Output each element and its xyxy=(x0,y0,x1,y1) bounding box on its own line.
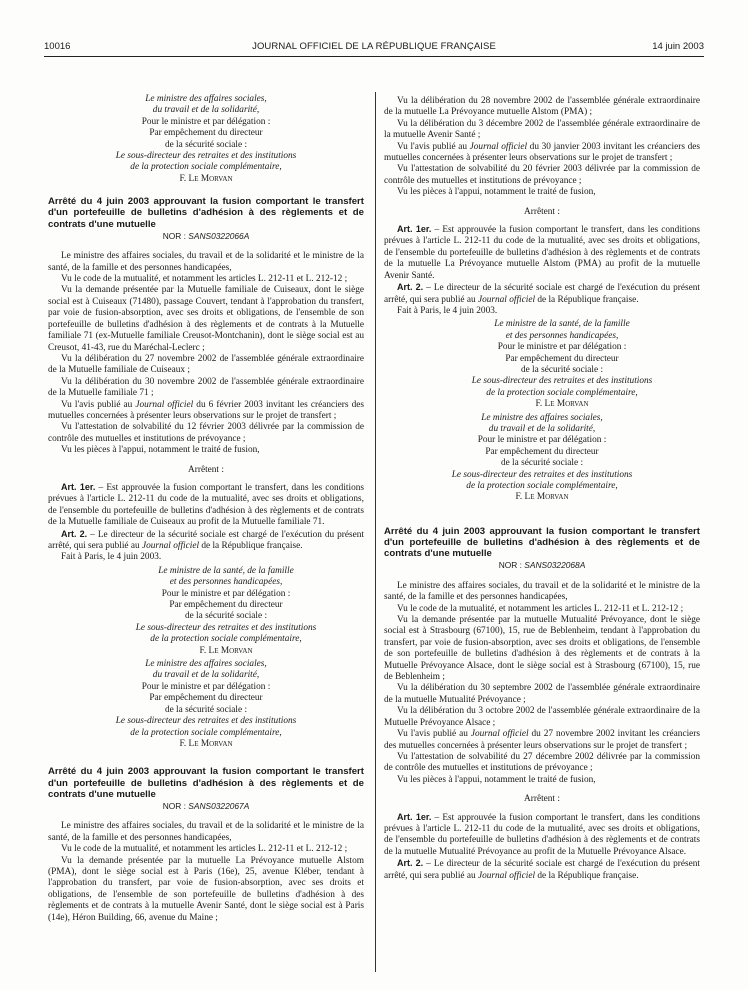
signature-line: Le ministre de la santé, de la famille xyxy=(494,319,630,330)
article-label: Art. 1er. xyxy=(397,224,432,235)
signature-line: Le sous-directeur des retraites et des institutions xyxy=(115,716,297,727)
article-label: Art. 2. xyxy=(397,282,424,293)
signature-line: Le ministre des affaires sociales, xyxy=(145,94,267,104)
signature-line: de la protection sociale complémentaire, xyxy=(130,162,282,173)
signature-line: Le ministre de la santé, de la famille xyxy=(158,565,294,576)
paragraph: Vu la délibération du 3 décembre 2002 de l'assemblée générale extraordinaire de la mutuelle Avenir Santé ; xyxy=(384,118,700,141)
signature-block xyxy=(424,319,700,410)
decree-title: Arrêté du 4 juin 2003 approuvant la fusion comportant le transfert d'un portefeuille de bulletins d'adhésion à des règlements et de contrats d'une mutuelle xyxy=(48,766,364,800)
text-run: Journal officiel xyxy=(469,141,528,152)
page-header xyxy=(44,41,704,55)
signatory-name: F. Le Morvan xyxy=(179,173,233,184)
paragraph: Le ministre des affaires sociales, du travail et de la solidarité et le ministre de la santé, de la famille et des personnes handicapées, xyxy=(48,821,364,843)
header-rule xyxy=(44,56,704,57)
paragraph: Vu la délibération du 27 novembre 2002 de l'assemblée générale extraordinaire de la Mutuelle familiale de Cuiseaux ; xyxy=(48,353,364,376)
article-label: Art. 1er. xyxy=(397,811,432,822)
text-run: Vu l'avis publié au xyxy=(397,141,470,152)
article xyxy=(384,812,700,859)
signature-line: Pour le ministre et par délégation : xyxy=(477,435,607,446)
article xyxy=(48,482,364,529)
paragraph xyxy=(48,400,364,423)
nor-code: SANS0322066A xyxy=(188,230,250,241)
nor-code: SANS0322068A xyxy=(524,560,586,571)
nor-reference xyxy=(48,801,364,812)
signatory-name: F. Le Morvan xyxy=(515,492,569,503)
signature-line: Pour le ministre et par délégation : xyxy=(161,588,291,599)
signature-block xyxy=(48,659,364,750)
article-text: Journal officiel xyxy=(477,870,536,881)
paragraph: Vu la délibération du 3 octobre 2002 de l'assemblée générale extraordinaire de la Mutuelle Prévoyance Alsace ; xyxy=(384,706,700,728)
text-run: Vu l'avis publié au xyxy=(61,399,136,410)
paragraph: Vu les pièces à l'appui, notamment le traité de fusion, xyxy=(397,187,596,198)
issue-date: 14 juin 2003 xyxy=(652,41,704,52)
paragraph: Vu la délibération du 28 novembre 2002 de l'assemblée générale extraordinaire de la mutuelle La Prévoyance mutuelle Alstom (PMA) ; xyxy=(384,96,700,118)
article-text: – Est approuvée la fusion comportant le transfert, dans les conditions prévues à l'article L. 212-11 du code de la mutualité, avec ses droits et obligations, de l'ensemble du portefeuille de bulletins d'adhésion à des règlements et de contrats de la mutuelle Mutualité Prévoyance au profit de la Mutuelle Prévoyance Alsace. xyxy=(384,812,700,857)
paragraph: Vu l'attestation de solvabilité du 12 février 2003 délivrée par la commission de contrôle des mutuelles et institutions de prévoyance ; xyxy=(48,422,364,444)
article-text: de la République française. xyxy=(535,870,639,881)
nor-label: NOR : xyxy=(162,230,189,241)
article-text: Journal officiel xyxy=(141,541,200,552)
article-text: de la République française. xyxy=(199,541,303,552)
signature-line: Par empêchement du directeur xyxy=(505,353,619,364)
paragraph: Le ministre des affaires sociales, du travail et de la solidarité et le ministre de la santé, de la famille et des personnes handicapées, xyxy=(384,580,700,603)
article xyxy=(384,282,700,306)
signatory-name: F. Le Morvan xyxy=(535,399,589,410)
paragraph: Vu l'attestation de solvabilité du 20 février 2003 délivrée par la commission de contrôle des mutuelles et institutions de prévoyance ; xyxy=(384,164,700,186)
decree-title: Arrêté du 4 juin 2003 approuvant la fusion comportant le transfert d'un portefeuille de bulletins d'adhésion à des règlements et de contrats d'une mutuelle xyxy=(384,525,700,560)
left-column xyxy=(48,92,364,924)
signature-line: de la sécurité sociale : xyxy=(164,704,248,715)
paragraph: Vu les pièces à l'appui, notamment le traité de fusion, xyxy=(61,445,260,456)
signature-block xyxy=(88,566,364,657)
signature-line: de la protection sociale complémentaire, xyxy=(150,634,302,645)
signature-line: de la protection sociale complémentaire, xyxy=(466,481,618,491)
signature-line: de la protection sociale complémentaire, xyxy=(486,387,638,398)
paragraph: Vu le code de la mutualité, et notamment les articles L. 212-11 et L. 212-12 ; xyxy=(61,274,348,285)
column-divider xyxy=(375,92,376,972)
nor-label: NOR : xyxy=(498,560,525,571)
article-text: – Le directeur de la sécurité sociale est chargé de l'exécution du présent arrêté, qui sera publié au xyxy=(384,859,701,881)
article-label: Art. 2. xyxy=(61,528,88,539)
article-text: – Le directeur de la sécurité sociale est chargé de l'exécution du présent arrêté, qui sera publié au xyxy=(48,529,365,552)
nor-code: SANS0322067A xyxy=(188,800,250,811)
text-run: Vu l'avis publié au xyxy=(397,729,471,740)
article-text: – Le directeur de la sécurité sociale est chargé de l'exécution du présent arrêté, qui sera publié au xyxy=(384,283,701,305)
text-run: du 30 janvier 2003 invitant les créanciers des mutuelles concernées à présenter leurs observations sur le projet de transfert ; xyxy=(384,141,700,164)
signatory-name: F. Le Morvan xyxy=(199,645,253,656)
page-number: 10016 xyxy=(44,41,71,52)
decree-title: Arrêté du 4 juin 2003 approuvant la fusion comportant le transfert d'un portefeuille de bulletins d'adhésion à des règlements et de contrats d'une mutuelle xyxy=(48,196,364,230)
signature-line: Par empêchement du directeur xyxy=(485,446,599,457)
article-text: – Est approuvée la fusion comportant le transfert, dans les conditions prévues à l'article L. 212-11 du code de la mutualité, avec ses droits et obligations, de l'ensemble du portefeuille de bulletins d'adhésion à des règlements et de contrats de la mutuelle La Prévoyance mutuelle Alstom (PMA) au profit de la mutuelle Avenir Santé. xyxy=(384,225,700,281)
signature-line: Le sous-directeur des retraites et des institutions xyxy=(471,376,653,387)
article-label: Art. 1er. xyxy=(61,481,96,492)
article xyxy=(384,858,700,882)
paragraph: Vu la délibération du 30 novembre 2002 de l'assemblée générale extraordinaire de la Mutuelle familiale 71 ; xyxy=(48,376,364,399)
signature-line: Le ministre des affaires sociales, xyxy=(481,412,603,423)
journal-title: JOURNAL OFFICIEL DE LA RÉPUBLIQUE FRANÇAISE xyxy=(252,41,496,52)
signature-block xyxy=(384,413,700,504)
paragraph: Vu la demande présentée par la mutuelle Mutualité Prévoyance, dont le siège social est à Strasbourg (67100), 15, rue de Beblenheim, tendant à l'approbation du transfert, par voie de fusion-absorption, avec ses droits et obligations, de l'ensemble de son portefeuille de bulletins d'adhésion à des règlements et de contrats à la Mutuelle Prévoyance Alsace, dont le siège social est à Strasbourg (67100), 15, rue de Beblenheim ; xyxy=(384,615,700,683)
signature-line: Par empêchement du directeur xyxy=(169,600,283,611)
signature-line: Pour le ministre et par délégation : xyxy=(497,342,627,353)
signature-line: de la sécurité sociale : xyxy=(164,139,248,150)
paragraph: Le ministre des affaires sociales, du travail et de la solidarité et le ministre de la santé, de la famille et des personnes handicapées, xyxy=(48,251,364,273)
article-text: – Est approuvée la fusion comportant le transfert, dans les conditions prévues à l'article L. 212-11 du code de la mutualité, avec ses droits et obligations, de l'ensemble du portefeuille de bulletins d'adhésion à des règlements et de contrats de la Mutuelle familiale de Cuiseaux au profit de la Mutuelle familiale 71. xyxy=(48,482,364,528)
signature-line: de la protection sociale complémentaire, xyxy=(130,727,282,738)
text-run: du 27 novembre 2002 invitant les créanciers des mutuelles concernées à présenter leurs observations sur le projet de transfert ; xyxy=(384,729,700,751)
arretent-heading: Arrêtent : xyxy=(524,794,560,805)
signature-line: Le sous-directeur des retraites et des institutions xyxy=(115,151,297,162)
signature-line: Par empêchement du directeur xyxy=(149,693,263,704)
signature-line: Le ministre des affaires sociales, xyxy=(145,659,267,670)
paragraph: Vu le code de la mutualité, et notamment les articles L. 212-11 et L. 212-12 ; xyxy=(397,603,684,614)
right-column xyxy=(384,96,700,882)
article xyxy=(384,224,700,282)
paragraph: Vu la demande présentée par la mutuelle La Prévoyance mutuelle Alstom (PMA), dont le siège social est à Paris (16e), 25, avenue Kléber, tendant à l'approbation du transfert, par voie de fusion-absorption, avec ses droits et obligations, de l'ensemble de son portefeuille de bulletins d'adhésion à des règlements et de contrats à la mutuelle Avenir Santé, dont le siège social est à Paris (14e), Héron Building, 66, avenue du Maine ; xyxy=(48,855,364,923)
signature-line: du travail et de la solidarité, xyxy=(488,423,596,434)
signature-line: Par empêchement du directeur xyxy=(149,128,263,139)
signatory-name: F. Le Morvan xyxy=(179,738,233,749)
signature-line: et des personnes handicapées, xyxy=(505,330,619,341)
article-label: Art. 2. xyxy=(397,858,424,869)
signature-line: et des personnes handicapées, xyxy=(169,577,283,588)
paragraph: Vu la délibération du 30 septembre 2002 de l'assemblée générale extraordinaire de la mutuelle Mutualité Prévoyance ; xyxy=(384,683,700,705)
arretent-heading: Arrêtent : xyxy=(188,464,224,475)
signature-line: de la sécurité sociale : xyxy=(500,458,584,469)
paragraph: Vu l'attestation de solvabilité du 27 décembre 2002 délivrée par la commission de contrôle des mutuelles et institutions de prévoyance ; xyxy=(384,751,700,774)
paragraph xyxy=(384,729,700,752)
signature-line: de la sécurité sociale : xyxy=(184,611,268,622)
nor-reference xyxy=(384,560,700,571)
signature-line: de la sécurité sociale : xyxy=(520,364,604,375)
signature-line: Le sous-directeur des retraites et des institutions xyxy=(451,469,633,480)
paragraph xyxy=(384,142,700,165)
signature-line: Le sous-directeur des retraites et des institutions xyxy=(135,622,317,633)
arretent-heading: Arrêtent : xyxy=(524,206,560,217)
paragraph: Vu les pièces à l'appui, notamment le traité de fusion, xyxy=(397,774,596,785)
signature-line: Pour le ministre et par délégation : xyxy=(141,681,271,692)
text-run: Journal officiel xyxy=(135,399,194,410)
signature-line: Pour le ministre et par délégation : xyxy=(141,116,271,127)
signature-block xyxy=(48,94,364,185)
signature-line: du travail et de la solidarité, xyxy=(152,670,260,681)
article-text: de la République française. xyxy=(535,294,639,305)
paragraph: Vu le code de la mutualité, et notamment les articles L. 212-11 et L. 212-12 ; xyxy=(61,844,348,855)
nor-label: NOR : xyxy=(162,800,189,811)
text-run: Journal officiel xyxy=(470,729,529,740)
article-text: Journal officiel xyxy=(477,294,536,305)
place-date: Fait à Paris, le 4 juin 2003. xyxy=(397,305,498,316)
nor-reference xyxy=(48,231,364,242)
paragraph: Vu la demande présentée par la Mutuelle familiale de Cuiseaux, dont le siège social est à Cuiseaux (71480), passage Couvert, tendant à l'approbation du transfert, par voie de fusion-absorption, avec ses droits et obligations, de l'ensemble de son portefeuille de bulletins d'adhésion à des règlements et de contrats à la Mutuelle familiale 71 (ex-Mutuelle familiale Creusot-Montchanin), dont le siège social est au Creusot, 41-43, rue du Maréchal-Leclerc ; xyxy=(48,285,364,353)
article xyxy=(48,529,364,553)
text-run: du 6 février 2003 invitant les créanciers des mutuelles concernées à présenter leurs observations sur le projet de transfert ; xyxy=(48,399,364,421)
signature-line: du travail et de la solidarité, xyxy=(152,105,260,116)
place-date: Fait à Paris, le 4 juin 2003. xyxy=(61,552,162,563)
